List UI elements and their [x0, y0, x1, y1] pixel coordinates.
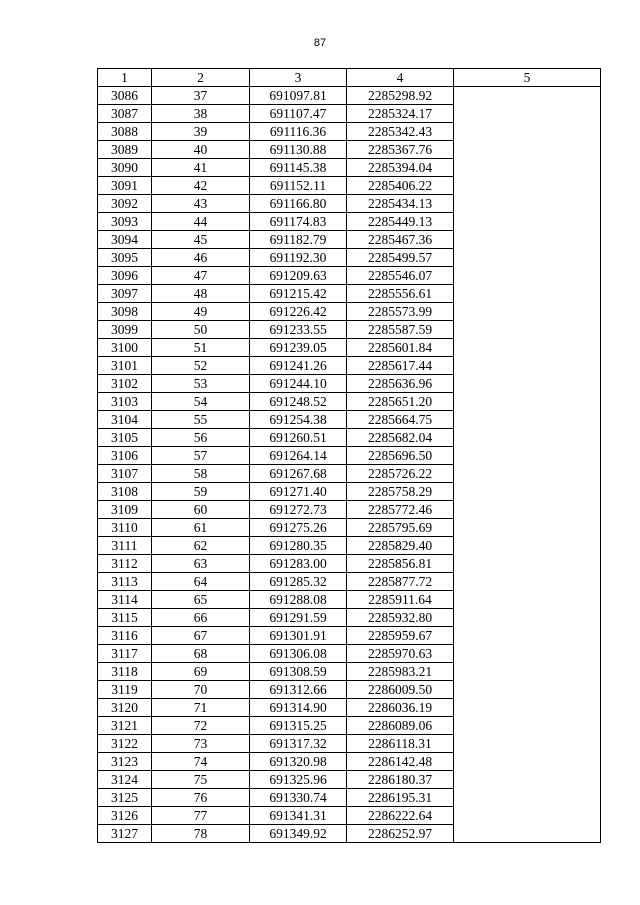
table-cell: 2285795.69 — [347, 519, 454, 537]
table-cell-empty — [454, 681, 601, 699]
table-cell-empty — [454, 357, 601, 375]
table-cell: 691241.26 — [250, 357, 347, 375]
table-cell: 47 — [152, 267, 250, 285]
table-cell: 2286142.48 — [347, 753, 454, 771]
table-cell: 3113 — [98, 573, 152, 591]
table-cell: 691330.74 — [250, 789, 347, 807]
table-row — [98, 537, 601, 555]
table-cell: 691233.55 — [250, 321, 347, 339]
table-cell: 2285449.13 — [347, 213, 454, 231]
table-cell: 691174.83 — [250, 213, 347, 231]
table-cell: 3120 — [98, 699, 152, 717]
table-cell: 2285573.99 — [347, 303, 454, 321]
table-cell-empty — [454, 483, 601, 501]
table-cell: 70 — [152, 681, 250, 699]
table-cell: 54 — [152, 393, 250, 411]
column-header: 2 — [152, 69, 250, 87]
table-row — [98, 789, 601, 807]
table-cell: 3092 — [98, 195, 152, 213]
table-cell: 73 — [152, 735, 250, 753]
table-cell: 2285556.61 — [347, 285, 454, 303]
table-cell: 76 — [152, 789, 250, 807]
table-row — [98, 753, 601, 771]
table-cell: 2286252.97 — [347, 825, 454, 843]
table-cell-empty — [454, 375, 601, 393]
table-cell: 3091 — [98, 177, 152, 195]
table-cell: 2285911.64 — [347, 591, 454, 609]
table-cell: 2286118.31 — [347, 735, 454, 753]
table-cell: 46 — [152, 249, 250, 267]
table-cell-empty — [454, 609, 601, 627]
table-cell: 2285726.22 — [347, 465, 454, 483]
table-cell: 71 — [152, 699, 250, 717]
table-cell-empty — [454, 321, 601, 339]
table-cell: 2285856.81 — [347, 555, 454, 573]
table-cell-empty — [454, 501, 601, 519]
table-cell: 60 — [152, 501, 250, 519]
table-cell: 3111 — [98, 537, 152, 555]
table-cell: 57 — [152, 447, 250, 465]
table-row — [98, 285, 601, 303]
table-cell: 3119 — [98, 681, 152, 699]
table-cell: 691182.79 — [250, 231, 347, 249]
table-cell: 691209.63 — [250, 267, 347, 285]
table-cell: 691308.59 — [250, 663, 347, 681]
table-cell: 3102 — [98, 375, 152, 393]
table-cell: 3118 — [98, 663, 152, 681]
table-cell: 59 — [152, 483, 250, 501]
table-cell: 691145.38 — [250, 159, 347, 177]
table-cell: 691288.08 — [250, 591, 347, 609]
table-cell: 691271.40 — [250, 483, 347, 501]
table-cell: 50 — [152, 321, 250, 339]
table-row — [98, 429, 601, 447]
table-cell: 3109 — [98, 501, 152, 519]
table-cell: 3127 — [98, 825, 152, 843]
table-cell: 691315.25 — [250, 717, 347, 735]
table-cell: 2285394.04 — [347, 159, 454, 177]
table-cell-empty — [454, 303, 601, 321]
table-cell: 3116 — [98, 627, 152, 645]
table-cell: 56 — [152, 429, 250, 447]
table-row — [98, 141, 601, 159]
table-cell-empty — [454, 177, 601, 195]
table-cell: 3090 — [98, 159, 152, 177]
table-cell: 3099 — [98, 321, 152, 339]
table-cell-empty — [454, 555, 601, 573]
table-cell: 2285587.59 — [347, 321, 454, 339]
table-cell: 44 — [152, 213, 250, 231]
column-header: 4 — [347, 69, 454, 87]
table-cell: 67 — [152, 627, 250, 645]
table-cell-empty — [454, 213, 601, 231]
table-cell-empty — [454, 789, 601, 807]
table-cell: 691254.38 — [250, 411, 347, 429]
table-cell-empty — [454, 141, 601, 159]
table-cell: 2285983.21 — [347, 663, 454, 681]
table-row — [98, 807, 601, 825]
table-cell: 691283.00 — [250, 555, 347, 573]
table-cell: 691264.14 — [250, 447, 347, 465]
table-cell: 43 — [152, 195, 250, 213]
table-row — [98, 627, 601, 645]
table-cell: 61 — [152, 519, 250, 537]
table-row — [98, 393, 601, 411]
table-cell: 2285298.92 — [347, 87, 454, 105]
table-cell: 2285342.43 — [347, 123, 454, 141]
table-row — [98, 681, 601, 699]
table-cell: 691272.73 — [250, 501, 347, 519]
table-cell: 691248.52 — [250, 393, 347, 411]
table-cell: 3098 — [98, 303, 152, 321]
table-cell: 691215.42 — [250, 285, 347, 303]
table-cell: 691314.90 — [250, 699, 347, 717]
table-row — [98, 177, 601, 195]
table-cell: 691244.10 — [250, 375, 347, 393]
table-cell: 691130.88 — [250, 141, 347, 159]
table-cell: 68 — [152, 645, 250, 663]
table-row — [98, 609, 601, 627]
table-cell-empty — [454, 393, 601, 411]
table-cell: 2285406.22 — [347, 177, 454, 195]
table-cell: 3121 — [98, 717, 152, 735]
table-cell-empty — [454, 87, 601, 105]
table-cell: 75 — [152, 771, 250, 789]
table-cell-empty — [454, 753, 601, 771]
table-cell: 2285970.63 — [347, 645, 454, 663]
table-row — [98, 555, 601, 573]
table-row — [98, 321, 601, 339]
table-cell: 2285696.50 — [347, 447, 454, 465]
table-cell: 2285617.44 — [347, 357, 454, 375]
table-row — [98, 195, 601, 213]
table-cell: 691341.31 — [250, 807, 347, 825]
table-cell: 51 — [152, 339, 250, 357]
table-body — [98, 87, 601, 843]
table-cell-empty — [454, 519, 601, 537]
table-row — [98, 825, 601, 843]
table-cell: 3126 — [98, 807, 152, 825]
table-row — [98, 447, 601, 465]
table-cell: 3095 — [98, 249, 152, 267]
table-cell: 3100 — [98, 339, 152, 357]
table-cell: 3096 — [98, 267, 152, 285]
table-row — [98, 483, 601, 501]
table-cell: 3104 — [98, 411, 152, 429]
table-cell-empty — [454, 591, 601, 609]
table-cell-empty — [454, 663, 601, 681]
table-row — [98, 105, 601, 123]
table-cell-empty — [454, 807, 601, 825]
table-cell: 53 — [152, 375, 250, 393]
table-cell-empty — [454, 825, 601, 843]
column-header: 1 — [98, 69, 152, 87]
table-cell-empty — [454, 231, 601, 249]
table-row — [98, 213, 601, 231]
table-cell: 3114 — [98, 591, 152, 609]
table-cell: 3107 — [98, 465, 152, 483]
table-cell: 2285467.36 — [347, 231, 454, 249]
table-cell: 2286180.37 — [347, 771, 454, 789]
table-cell-empty — [454, 771, 601, 789]
table-cell: 74 — [152, 753, 250, 771]
table-cell: 691317.32 — [250, 735, 347, 753]
table-cell: 691166.80 — [250, 195, 347, 213]
table-cell: 2286009.50 — [347, 681, 454, 699]
table-cell-empty — [454, 285, 601, 303]
table-cell: 2285932.80 — [347, 609, 454, 627]
table-row — [98, 573, 601, 591]
column-header: 3 — [250, 69, 347, 87]
table-cell: 2285636.96 — [347, 375, 454, 393]
table-cell: 2285682.04 — [347, 429, 454, 447]
table-cell: 3103 — [98, 393, 152, 411]
table-cell-empty — [454, 249, 601, 267]
table-cell: 691192.30 — [250, 249, 347, 267]
table-cell: 41 — [152, 159, 250, 177]
table-cell: 55 — [152, 411, 250, 429]
table-cell-empty — [454, 735, 601, 753]
table-row — [98, 699, 601, 717]
table-cell: 691275.26 — [250, 519, 347, 537]
table-cell-empty — [454, 645, 601, 663]
table-cell: 691320.98 — [250, 753, 347, 771]
table-cell-empty — [454, 699, 601, 717]
table-cell-empty — [454, 105, 601, 123]
table-row — [98, 735, 601, 753]
table-cell: 691349.92 — [250, 825, 347, 843]
table-cell: 3125 — [98, 789, 152, 807]
table-cell: 48 — [152, 285, 250, 303]
table-cell: 2285546.07 — [347, 267, 454, 285]
table-cell: 58 — [152, 465, 250, 483]
table-cell-empty — [454, 465, 601, 483]
table-cell: 2285601.84 — [347, 339, 454, 357]
table-cell: 3112 — [98, 555, 152, 573]
table-row — [98, 645, 601, 663]
table-cell: 2286222.64 — [347, 807, 454, 825]
table-cell: 2285877.72 — [347, 573, 454, 591]
table-row — [98, 303, 601, 321]
table-cell: 691267.68 — [250, 465, 347, 483]
table-cell-empty — [454, 717, 601, 735]
table-cell: 3088 — [98, 123, 152, 141]
table-cell: 69 — [152, 663, 250, 681]
table-cell: 691226.42 — [250, 303, 347, 321]
table-row — [98, 519, 601, 537]
column-header: 5 — [454, 69, 601, 87]
table-cell-empty — [454, 627, 601, 645]
table-cell: 2285772.46 — [347, 501, 454, 519]
table-cell: 42 — [152, 177, 250, 195]
table-cell: 2286195.31 — [347, 789, 454, 807]
table-cell: 691280.35 — [250, 537, 347, 555]
table-cell: 78 — [152, 825, 250, 843]
table-cell: 691285.32 — [250, 573, 347, 591]
table-cell-empty — [454, 447, 601, 465]
table-cell: 691107.47 — [250, 105, 347, 123]
table-row — [98, 249, 601, 267]
table-cell: 2285651.20 — [347, 393, 454, 411]
table-cell: 3122 — [98, 735, 152, 753]
table-row — [98, 465, 601, 483]
table-cell-empty — [454, 267, 601, 285]
table-row — [98, 501, 601, 519]
table-cell: 52 — [152, 357, 250, 375]
table-cell: 2286036.19 — [347, 699, 454, 717]
table-cell: 2286089.06 — [347, 717, 454, 735]
table-cell: 2285664.75 — [347, 411, 454, 429]
table-cell: 45 — [152, 231, 250, 249]
table-row — [98, 231, 601, 249]
table-cell: 3089 — [98, 141, 152, 159]
table-cell: 3105 — [98, 429, 152, 447]
page-number: 87 — [313, 37, 327, 49]
table-cell: 40 — [152, 141, 250, 159]
table-cell: 3117 — [98, 645, 152, 663]
table-cell: 691306.08 — [250, 645, 347, 663]
table-cell: 2285434.13 — [347, 195, 454, 213]
table-cell: 3087 — [98, 105, 152, 123]
table-cell-empty — [454, 195, 601, 213]
table-cell: 65 — [152, 591, 250, 609]
table-cell: 3106 — [98, 447, 152, 465]
table-cell: 691301.91 — [250, 627, 347, 645]
table-cell: 691260.51 — [250, 429, 347, 447]
table-cell: 66 — [152, 609, 250, 627]
table-cell: 2285959.67 — [347, 627, 454, 645]
table-cell: 3086 — [98, 87, 152, 105]
table-cell: 37 — [152, 87, 250, 105]
table-cell: 3101 — [98, 357, 152, 375]
table-cell-empty — [454, 411, 601, 429]
table-cell: 2285324.17 — [347, 105, 454, 123]
table-row — [98, 663, 601, 681]
table-cell-empty — [454, 429, 601, 447]
table-cell: 3123 — [98, 753, 152, 771]
table-cell: 62 — [152, 537, 250, 555]
table-row — [98, 123, 601, 141]
table-cell: 691325.96 — [250, 771, 347, 789]
table-cell: 49 — [152, 303, 250, 321]
table-cell: 691152.11 — [250, 177, 347, 195]
table-cell: 2285829.40 — [347, 537, 454, 555]
table-row — [98, 411, 601, 429]
table-cell: 3093 — [98, 213, 152, 231]
table-cell: 77 — [152, 807, 250, 825]
table-cell: 691291.59 — [250, 609, 347, 627]
table-row — [98, 717, 601, 735]
table-cell: 691097.81 — [250, 87, 347, 105]
table-cell-empty — [454, 159, 601, 177]
table-row — [98, 159, 601, 177]
table-cell-empty — [454, 573, 601, 591]
table-row — [98, 591, 601, 609]
table-cell: 2285758.29 — [347, 483, 454, 501]
table-cell: 3108 — [98, 483, 152, 501]
table-cell: 2285499.57 — [347, 249, 454, 267]
table-cell: 63 — [152, 555, 250, 573]
table-row — [98, 267, 601, 285]
table-cell: 691312.66 — [250, 681, 347, 699]
coordinates-table — [97, 68, 601, 843]
table-header-row — [98, 69, 601, 87]
table-row — [98, 357, 601, 375]
table-cell: 3115 — [98, 609, 152, 627]
table-cell: 2285367.76 — [347, 141, 454, 159]
table-cell: 72 — [152, 717, 250, 735]
table-row — [98, 375, 601, 393]
table-row — [98, 771, 601, 789]
table-cell: 3097 — [98, 285, 152, 303]
table-row — [98, 339, 601, 357]
table-cell: 38 — [152, 105, 250, 123]
table-cell: 691239.05 — [250, 339, 347, 357]
table-cell: 3124 — [98, 771, 152, 789]
table-cell-empty — [454, 537, 601, 555]
table-cell: 3110 — [98, 519, 152, 537]
table-row — [98, 87, 601, 105]
table-cell: 3094 — [98, 231, 152, 249]
table-cell: 64 — [152, 573, 250, 591]
table-cell-empty — [454, 339, 601, 357]
table-cell-empty — [454, 123, 601, 141]
table-cell: 39 — [152, 123, 250, 141]
table-cell: 691116.36 — [250, 123, 347, 141]
